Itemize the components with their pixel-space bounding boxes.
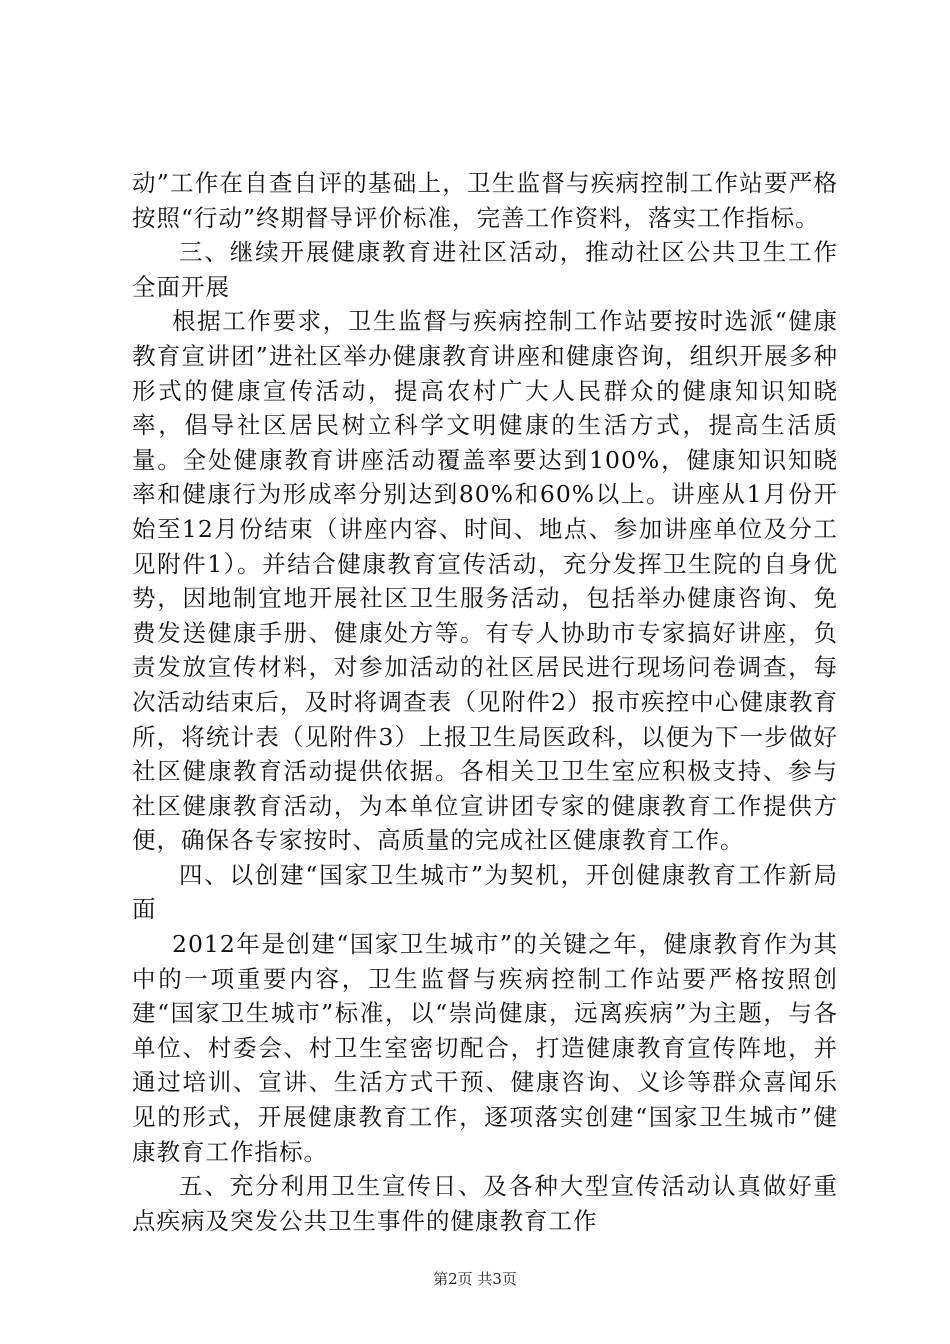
- document-body: [132, 166, 838, 1238]
- paragraph-continuation: 动”工作在自查自评的基础上，卫生监督与疾病控制工作站要严格按照“行动”终期督导评价标准，完善工作资料，落实工作指标。: [132, 169, 838, 232]
- section-heading-5: 五、充分利用卫生宣传日、及各种大型宣传活动认真做好重点疾病及突发公共卫生事件的健康教育工作: [132, 1172, 838, 1235]
- paragraph-section-3: 根据工作要求，卫生监督与疾病控制工作站要按时选派“健康教育宣讲团”进社区举办健康教育讲座和健康咨询，组织开展多种形式的健康宣传活动，提高农村广大人民群众的健康知识知晓率，倡导社区居民树立科学文明健康的生活方式，提高生活质量。全处健康教育讲座活动覆盖率要达到100%，健康知识知晓率和健康行为形成率分别达到80%和60%以上。讲座从1月份开始至12月份结束（讲座内容、时间、地点、参加讲座单位及分工见附件1）。并结合健康教育宣传活动，充分发挥卫生院的自身优势，因地制宜地开展社区卫生服务活动，包括举办健康咨询、免费发送健康手册、健康处方等。有专人协助市专家搞好讲座，负责发放宣传材料，对参加活动的社区居民进行现场问卷调查，每次活动结束后，及时将调查表（见附件2）报市疾控中心健康教育所，将统计表（见附件3）上报卫生局医政科，以便为下一步做好社区健康教育活动提供依据。各相关卫卫生室应积极支持、参与社区健康教育活动，为本单位宣讲团专家的健康教育工作提供方便，确保各专家按时、高质量的完成社区健康教育工作。: [132, 307, 838, 855]
- page-footer: 第2页 共3页: [433, 1270, 517, 1288]
- section-heading-4: 四、以创建“国家卫生城市”为契机，开创健康教育工作新局面: [132, 860, 838, 924]
- section-heading-3: 三、继续开展健康教育进社区活动，推动社区公共卫生工作全面开展: [132, 238, 838, 301]
- paragraph-section-4: 2012年是创建“国家卫生城市”的关键之年，健康教育作为其中的一项重要内容，卫生监督与疾病控制工作站要严格按照创建“国家卫生城市”标准，以“崇尚健康，远离疾病”为主题，与各单位、村委会、村卫生室密切配合，打造健康教育宣传阵地，并通过培训、宣讲、生活方式干预、健康咨询、义诊等群众喜闻乐见的形式，开展健康教育工作，逐项落实创建“国家卫生城市”健康教育工作指标。: [132, 930, 838, 1166]
